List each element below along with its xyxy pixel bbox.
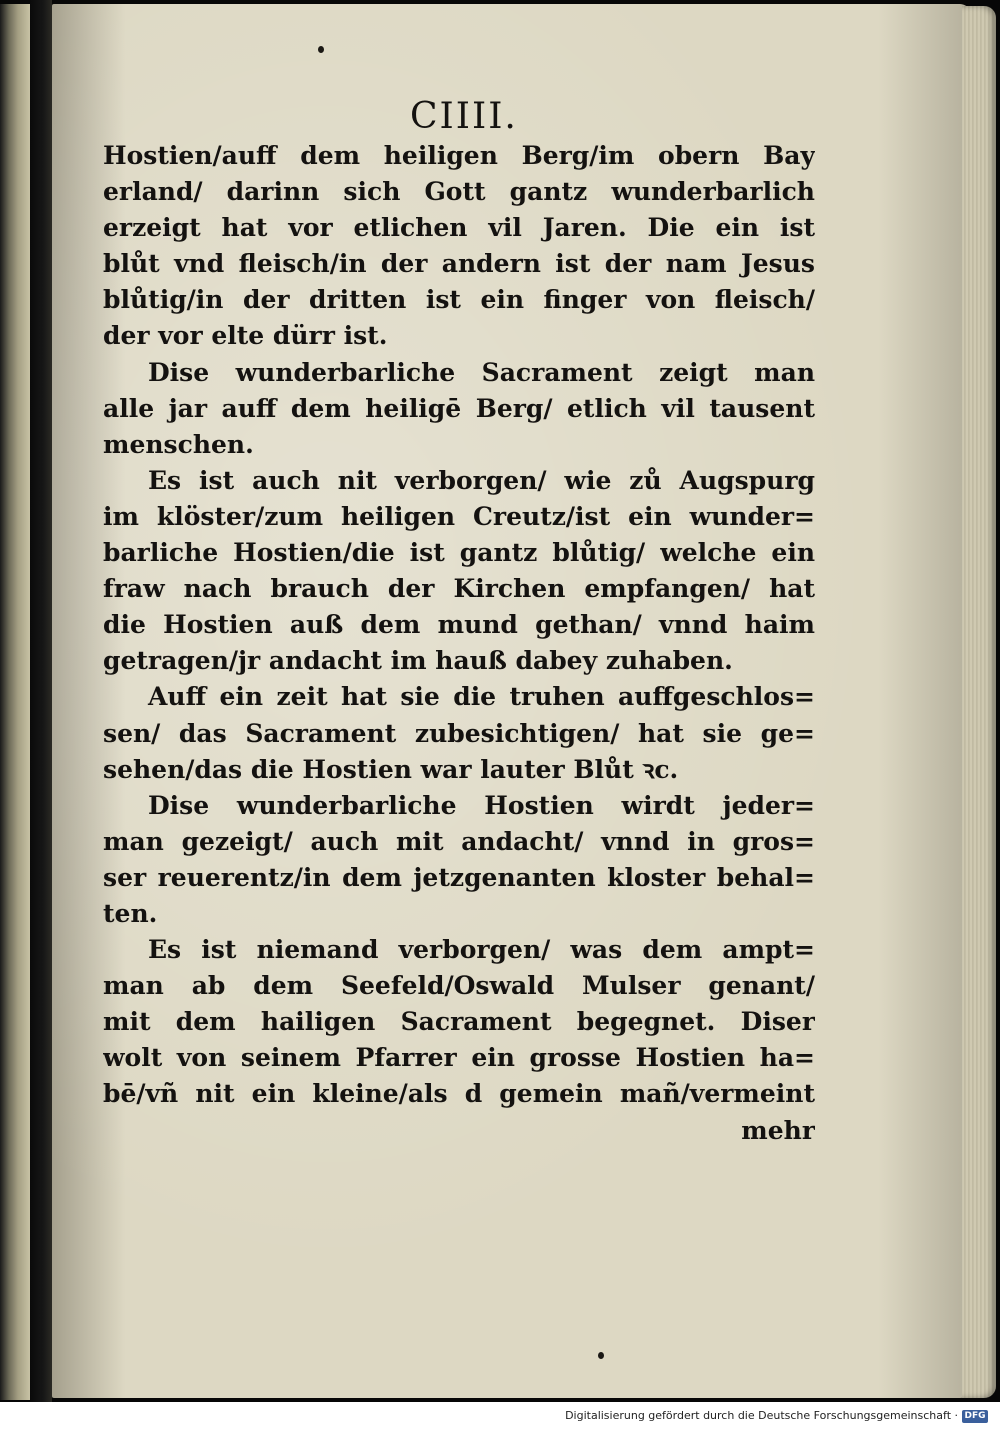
footer-bar: [0, 1402, 1000, 1431]
text-line: die Hostien auß dem mund gethan/ vnnd haim: [103, 610, 815, 640]
text-line: ser reuerentz/in dem jetzgenanten kloster behal=: [103, 862, 815, 892]
text-line: Es ist auch nit verborgen/ wie zů Augspurg: [148, 465, 815, 495]
text-line: getragen/jr andacht im hauß dabey zuhaben.: [103, 646, 733, 676]
book-gutter: [30, 0, 52, 1402]
text-line: barliche Hostien/die ist gantz blůtig/ welche ein: [103, 538, 815, 568]
text-line: sehen/das die Hostien war lauter Blůt ꝛc.: [103, 754, 679, 784]
text-line: blůtig/in der dritten ist ein finger von fleisch/: [103, 285, 815, 315]
text-line: Auff ein zeit hat sie die truhen auffgeschlos=: [148, 682, 815, 712]
catchword: mehr: [741, 1115, 815, 1145]
text-line: im klöster/zum heiligen Creutz/ist ein wunder=: [103, 501, 815, 531]
text-line: der vor elte dürr ist.: [103, 321, 388, 351]
page-stack-edge: [962, 6, 996, 1398]
previous-page-edge: [0, 4, 30, 1400]
text-line: Hostien/auff dem heiligen Berg/im obern Bay: [103, 141, 815, 170]
text-line: Dise wunderbarliche Sacrament zeigt man: [148, 357, 815, 387]
text-line: Dise wunderbarliche Hostien wirdt jeder=: [148, 790, 815, 820]
ink-speck: [318, 46, 324, 53]
text-line: blůt vnd fleisch/in der andern ist der nam Jesus: [103, 249, 815, 279]
text-line: Es ist niemand verborgen/ was dem ampt=: [148, 935, 815, 965]
text-line: sen/ das Sacrament zubesichtigen/ hat sie ge=: [103, 718, 815, 748]
folio-number: CIIII.: [410, 96, 518, 137]
ink-speck: [598, 1352, 604, 1359]
funding-credit: Digitalisierung gefördert durch die Deutsche Forschungsgemeinschaft ·: [565, 1409, 958, 1422]
text-line: erland/ darinn sich Gott gantz wunderbarlich: [103, 177, 815, 207]
text-line: mit dem hailigen Sacrament begegnet. Diser: [103, 1007, 815, 1037]
text-line: erzeigt hat vor etlichen vil Jaren. Die ein ist: [103, 213, 815, 243]
text-line: man ab dem Seefeld/Oswald Mulser genant/: [103, 971, 815, 1001]
text-line: fraw nach brauch der Kirchen empfangen/ hat: [103, 574, 815, 604]
text-block: [103, 138, 815, 1149]
text-line: man gezeigt/ auch mit andacht/ vnnd in gros=: [103, 826, 815, 856]
text-line: ten.: [103, 898, 158, 928]
text-line: wolt von seinem Pfarrer ein grosse Hostien ha=: [103, 1043, 815, 1073]
text-line: menschen.: [103, 429, 254, 459]
dfg-logo[interactable]: DFG: [962, 1410, 988, 1423]
text-line: bē/vñ nit ein kleine/als d gemein mañ/vermeint: [103, 1079, 815, 1109]
text-line: alle jar auff dem heiligē Berg/ etlich vil tausent: [103, 393, 815, 423]
